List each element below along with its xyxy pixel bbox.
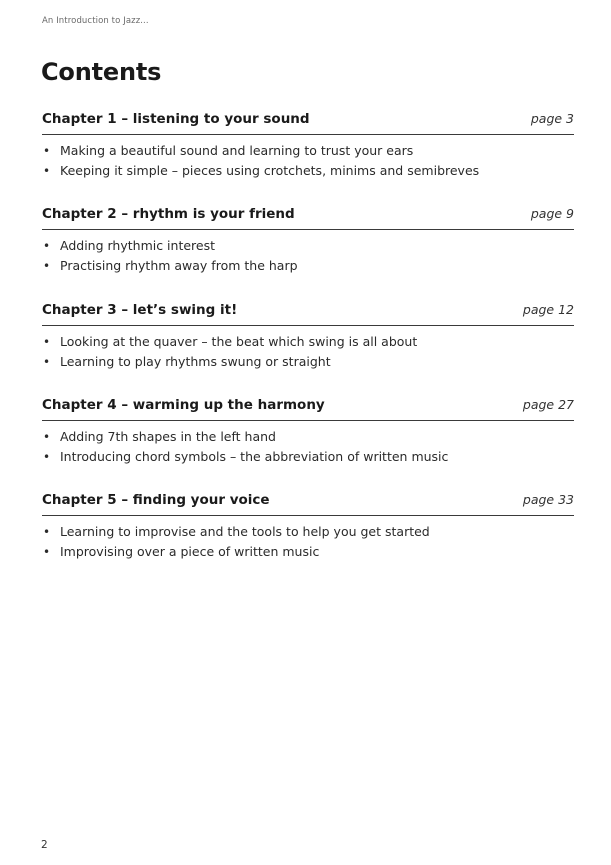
bullet-icon: •: [43, 239, 51, 254]
chapter-3: [42, 302, 574, 397]
chapter-5: [42, 492, 574, 587]
list-item: [42, 236, 574, 256]
chapter-heading: [42, 302, 574, 326]
chapter-heading: [42, 397, 574, 421]
bullet-icon: •: [43, 164, 51, 178]
bullet-icon: •: [43, 354, 51, 369]
list-item-text: Learning to play rhythms swung or straight: [60, 353, 331, 369]
table-of-contents: [42, 111, 574, 587]
list-item-text: Adding rhythmic interest: [60, 238, 216, 254]
chapter-page-ref: page 27: [522, 396, 574, 412]
list-item-text: Making a beautiful sound and learning to trust your ears: [60, 143, 414, 158]
chapter-page-ref: page 9: [530, 206, 574, 222]
list-item: [42, 141, 574, 161]
list-item: [42, 447, 574, 467]
list-item-text: Adding 7th shapes in the left hand: [60, 428, 276, 444]
chapter-1: [42, 111, 574, 206]
bullet-icon: •: [43, 525, 51, 540]
chapter-page-ref: page 33: [522, 492, 574, 508]
chapter-title: Chapter 1 – listening to your sound: [42, 111, 310, 127]
list-item-text: Practising rhythm away from the harp: [60, 258, 298, 274]
bullet-icon: •: [43, 449, 51, 464]
list-item: [42, 256, 574, 276]
chapter-4: [42, 397, 574, 492]
chapter-page-ref: page 12: [522, 301, 574, 317]
chapter-page-ref: page 3: [530, 111, 574, 126]
chapter-topic-list: [42, 332, 574, 372]
list-item-text: Learning to improvise and the tools to help you get started: [60, 524, 430, 540]
chapter-title: Chapter 4 – warming up the harmony: [42, 396, 325, 413]
bullet-icon: •: [43, 545, 51, 560]
chapter-2: [42, 206, 574, 301]
list-item-text: Looking at the quaver – the beat which swing is all about: [60, 333, 418, 349]
chapter-title: Chapter 3 – let’s swing it!: [42, 301, 238, 318]
list-item: [42, 427, 574, 447]
list-item: [42, 542, 574, 562]
page-title: Contents: [41, 58, 162, 86]
list-item: [42, 352, 574, 372]
chapter-topic-list: [42, 522, 574, 562]
list-item: [42, 161, 574, 181]
page-number: 2: [41, 839, 48, 851]
chapter-topic-list: [42, 427, 574, 467]
list-item: [42, 522, 574, 542]
chapter-title: Chapter 5 – finding your voice: [42, 492, 270, 509]
chapter-topic-list: [42, 236, 574, 276]
chapter-heading: [42, 111, 574, 135]
chapter-heading: [42, 492, 574, 516]
list-item-text: Keeping it simple – pieces using crotchets, minims and semibreves: [60, 163, 480, 178]
chapter-topic-list: [42, 141, 574, 181]
bullet-icon: •: [43, 334, 51, 349]
bullet-icon: •: [43, 259, 51, 274]
list-item: [42, 332, 574, 352]
running-header: An Introduction to Jazz...: [42, 16, 149, 26]
list-item-text: Introducing chord symbols – the abbreviation of written music: [60, 448, 449, 464]
bullet-icon: •: [43, 429, 51, 444]
chapter-title: Chapter 2 – rhythm is your friend: [42, 206, 295, 223]
chapter-heading: [42, 206, 574, 230]
list-item-text: Improvising over a piece of written music: [60, 544, 320, 560]
bullet-icon: •: [43, 144, 51, 158]
